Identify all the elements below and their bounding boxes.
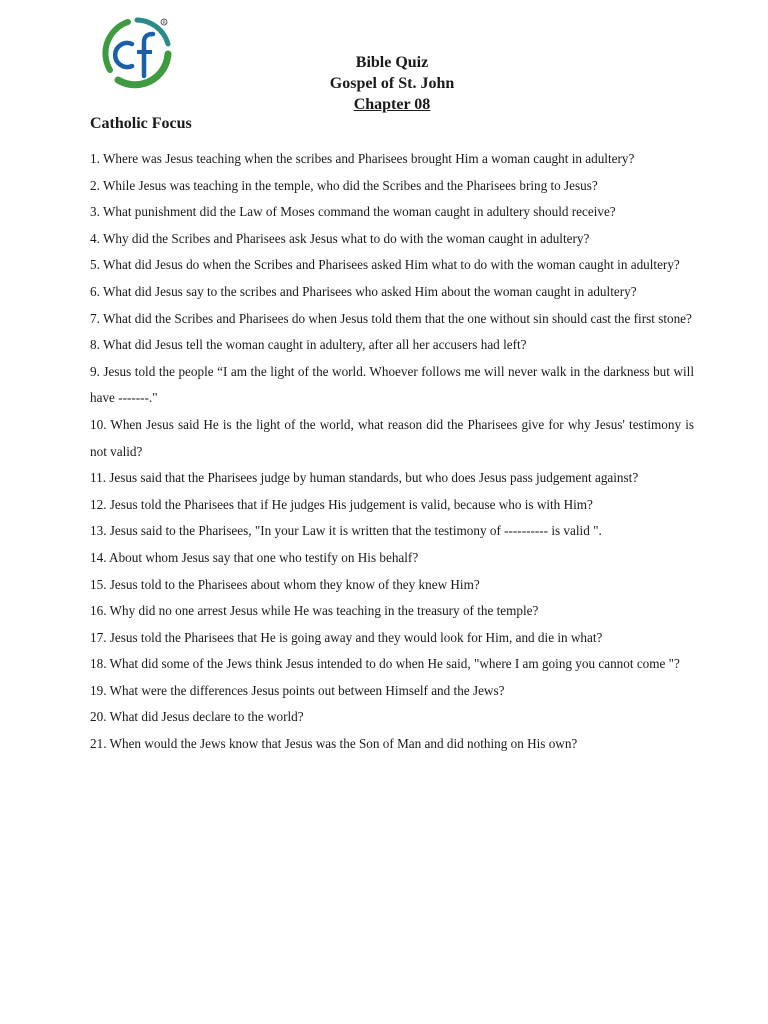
- quiz-subtitle: Gospel of St. John: [329, 75, 455, 92]
- question-item: 16. Why did no one arrest Jesus while He was teaching in the treasury of the temple?: [90, 603, 539, 619]
- question-item: 17. Jesus told the Pharisees that He is going away and they would look for Him, and die in what?: [90, 629, 603, 645]
- quiz-title: Bible Quiz: [355, 54, 429, 71]
- quiz-chapter: Chapter 08: [353, 96, 431, 113]
- question-item: 5. What did Jesus do when the Scribes and Pharisees asked Him what to do with the woman caught in adultery?: [90, 257, 680, 273]
- question-item: 3. What punishment did the Law of Moses command the woman caught in adultery should receive?: [90, 204, 616, 220]
- question-item: 19. What were the differences Jesus points out between Himself and the Jews?: [90, 682, 505, 698]
- question-item: 11. Jesus said that the Pharisees judge by human standards, but who does Jesus pass judgement against?: [90, 470, 639, 486]
- question-item: 1. Where was Jesus teaching when the scribes and Pharisees brought Him a woman caught in adultery?: [90, 151, 635, 166]
- question-item: 4. Why did the Scribes and Pharisees ask Jesus what to do with the woman caught in adultery?: [90, 230, 590, 246]
- question-item: 15. Jesus told to the Pharisees about whom they know of they knew Him?: [90, 576, 480, 592]
- question-item: 18. What did some of the Jews think Jesus intended to do when He said, "where I am going you cannot come "?: [90, 656, 680, 672]
- document-header: [0, 52, 768, 115]
- question-item: 10. When Jesus said He is the light of the world, what reason did the Pharisees give for why Jesus' testimony is not valid?: [90, 416, 694, 459]
- question-item: 6. What did Jesus say to the scribes and Pharisees who asked Him about the woman caught in adultery?: [90, 283, 637, 299]
- question-item: 21. When would the Jews know that Jesus was the Son of Man and did nothing on His own?: [90, 736, 578, 752]
- question-item: 8. What did Jesus tell the woman caught in adultery, after all her accusers had left?: [90, 337, 527, 353]
- question-list: [90, 146, 694, 758]
- question-item: 14. About whom Jesus say that one who testify on His behalf?: [90, 549, 419, 565]
- question-item: 7. What did the Scribes and Pharisees do when Jesus told them that the one without sin should cast the first stone?: [90, 310, 692, 326]
- svg-text:R: R: [162, 21, 166, 26]
- organization-name: Catholic Focus: [90, 115, 192, 132]
- question-item: 9. Jesus told the people “I am the light of the world. Whoever follows me will never walk in the darkness but will have -------.": [90, 363, 694, 406]
- question-item: 20. What did Jesus declare to the world?: [90, 709, 304, 725]
- question-item: 12. Jesus told the Pharisees that if He judges His judgement is valid, because who is with Him?: [90, 496, 593, 512]
- question-item: 13. Jesus said to the Pharisees, "In your Law it is written that the testimony of ---------- is valid ".: [90, 523, 602, 539]
- question-item: 2. While Jesus was teaching in the temple, who did the Scribes and the Pharisees bring to Jesus?: [90, 177, 598, 193]
